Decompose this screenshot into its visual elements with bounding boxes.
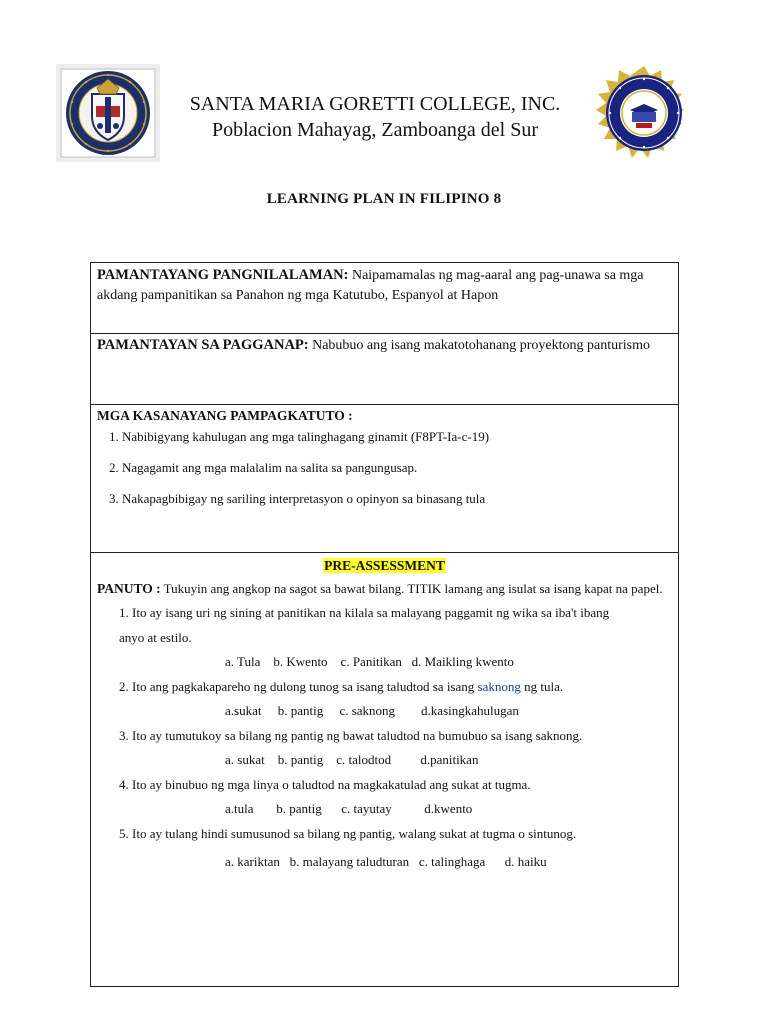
question-1-line-2: anyo at estilo.: [119, 629, 192, 645]
content-standard-label: PAMANTAYANG PANGNILALAMAN:: [97, 267, 349, 283]
learning-plan-table: [90, 262, 679, 987]
question-2: [119, 675, 672, 700]
content-standard-cell: [91, 263, 678, 334]
question-2-highlight: saknong: [477, 678, 521, 694]
question-3: 3. Ito ay tumutukoy sa bilang ng pantig ng bawat taludtod na bumubuo sa isang saknong.: [119, 727, 583, 743]
competencies-cell: [91, 405, 678, 553]
pre-assessment-cell: [91, 553, 678, 986]
direction-body: Tukuyin ang angkop na sagot sa bawat bilang. TITIK lamang ang isulat sa isang kapat na papel.: [160, 581, 663, 596]
performance-standard-label: PAMANTAYAN SA PAGGANAP:: [97, 337, 309, 353]
college-seal-logo: [590, 66, 698, 164]
question-3-options: a. sukat b. pantig c. talodtod d.panitikan: [225, 752, 479, 767]
pre-assessment-title-text: PRE-ASSESSMENT: [324, 558, 445, 573]
diocese-logo: [56, 64, 160, 162]
question-2-prefix: 2. Ito ang pagkakapareho ng dulong tunog sa isang taludtod sa isang: [119, 678, 478, 694]
question-4: 4. Ito ay binubuo ng mga linya o taludtod na magkakatulad ang sukat at tugma.: [119, 776, 531, 792]
document-title: LEARNING PLAN IN FILIPINO 8: [266, 191, 502, 207]
competency-item: 1. Nabibigyang kahulugan ang mga talinghagang ginamit (F8PT-Ia-c-19): [109, 429, 490, 444]
direction-text: [97, 577, 672, 601]
competency-item: 3. Nakapagbibigay ng sariling interpretasyon o opinyon sa binasang tula: [109, 491, 486, 506]
performance-standard-cell: [91, 334, 678, 405]
pre-assessment-title: [97, 556, 672, 575]
question-1-line-1: 1. Ito ay isang uri ng sining at panitikan na kilala sa malayang paggamit ng wika sa iba't ibang: [119, 605, 610, 620]
school-address: Poblacion Mahayag, Zamboanga del Sur: [211, 119, 539, 141]
direction-label: PANUTO :: [97, 581, 161, 596]
school-name: SANTA MARIA GORETTI COLLEGE, INC.: [189, 93, 561, 115]
question-5-options: a. kariktan b. malayang taludturan c. talinghaga d. haiku: [225, 854, 547, 869]
performance-standard-text: Nabubuo ang isang makatotohanang proyektong panturismo: [308, 338, 650, 353]
question-2-suffix: ng tula.: [520, 678, 564, 694]
competency-item: 2. Nagagamit ang mga malalalim na salita sa pangungusap.: [109, 460, 418, 475]
question-4-options: a.tula b. pantig c. tayutay d.kwento: [225, 801, 473, 816]
question-2-options: a.sukat b. pantig c. saknong d.kasingkahulugan: [225, 703, 519, 718]
question-1-options: a. Tula b. Kwento c. Panitikan d. Maikling kwento: [225, 654, 514, 669]
content-standard-text: Naipamamalas ng mag-aaral ang pag-unawa sa mga akdang pampanitikan sa Panahon ng mga Katutubo, Espanyol at Hapon: [97, 268, 644, 303]
question-5: 5. Ito ay tulang hindi sumusunod sa bilang ng pantig, walang sukat at tugma o sintunog.: [119, 825, 577, 841]
competencies-heading: MGA KASANAYANG PAMPAGKATUTO :: [97, 408, 353, 423]
